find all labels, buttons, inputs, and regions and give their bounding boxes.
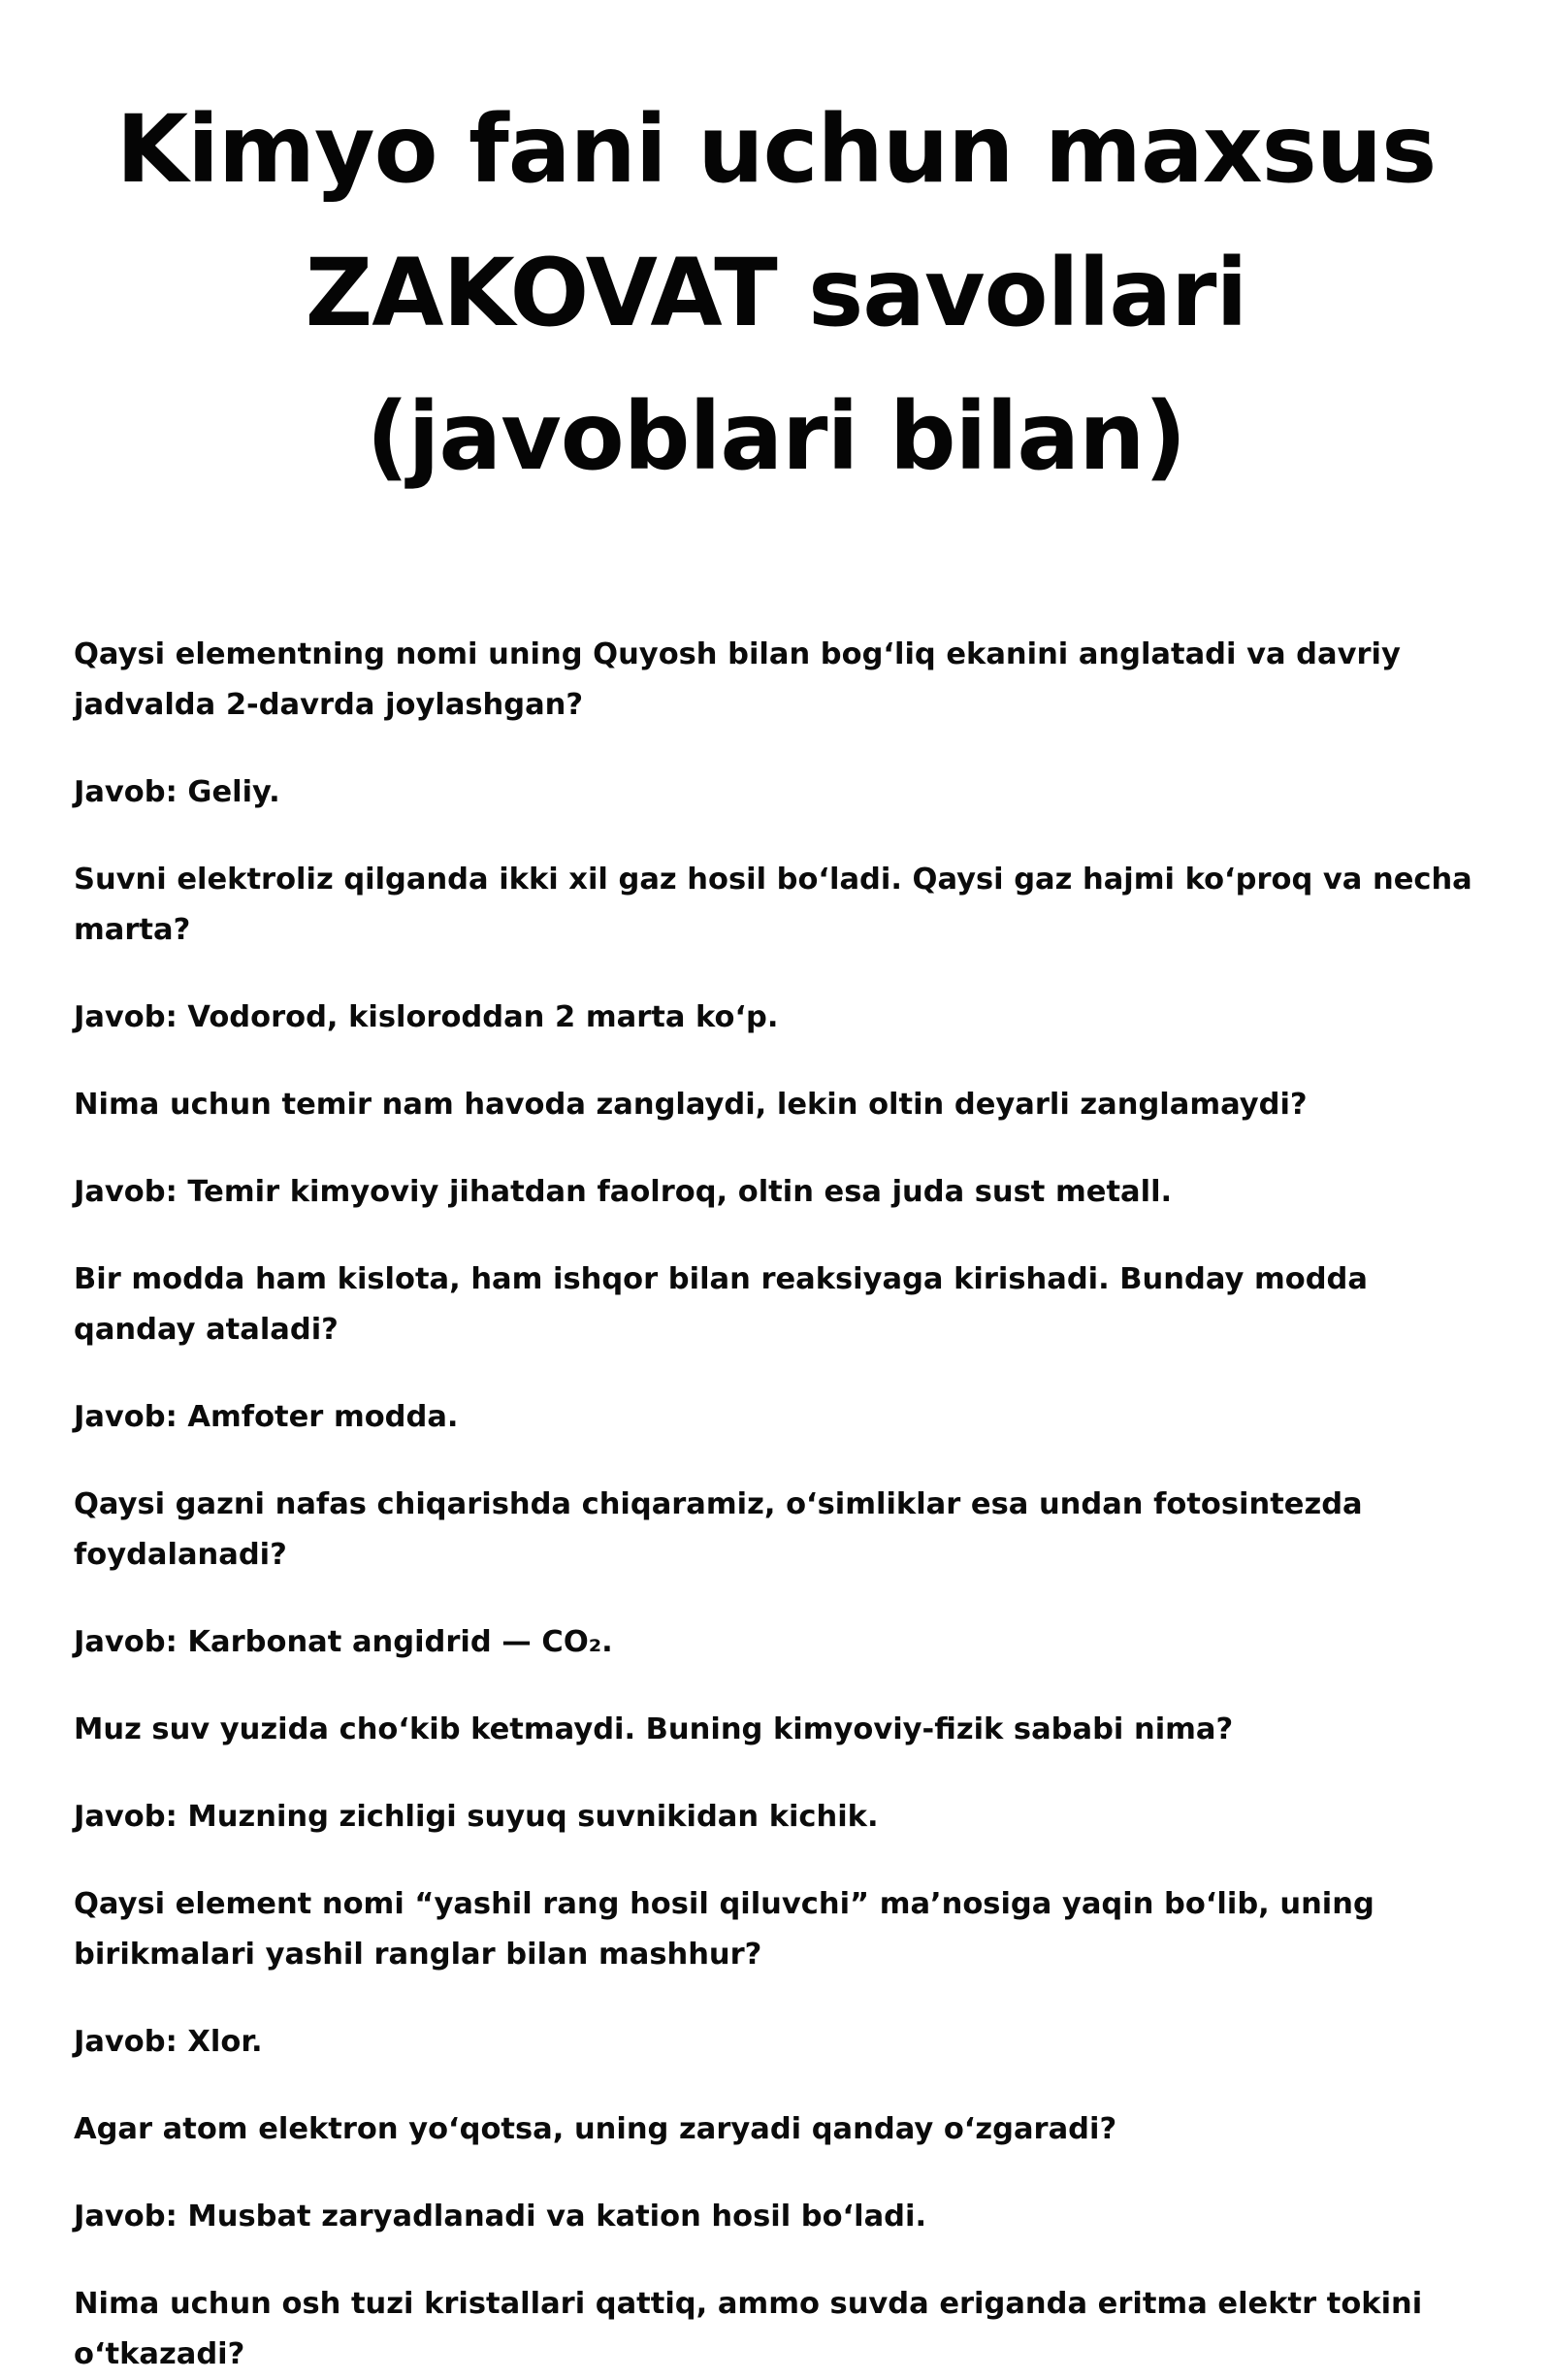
answer-7: Javob: Xlor.: [74, 2025, 263, 2059]
answer-6: Javob: Muzning zichligi suyuq suvnikidan kichik.: [74, 1800, 879, 1834]
question-1: Qaysi elementning nomi uning Quyosh bilan bogʻliq ekanini anglatadi va davriy jadvalda 2-davrda joylashgan?: [74, 637, 1401, 722]
answer-1: Javob: Geliy.: [74, 775, 280, 809]
question-6: Muz suv yuzida choʻkib ketmaydi. Buning kimyoviy-fizik sababi nima?: [74, 1712, 1234, 1746]
question-4: Bir modda ham kislota, ham ishqor bilan reaksiyaga kirishadi. Bunday modda qanday ataladi?: [74, 1262, 1368, 1347]
qa-list: [74, 630, 1478, 2380]
answer-2: Javob: Vodorod, kisloroddan 2 marta koʻp.: [74, 1000, 779, 1034]
document-title: Kimyo fani uchun maxsus ZAKOVAT savollari (javoblari bilan): [115, 95, 1437, 491]
answer-3: Javob: Temir kimyoviy jihatdan faolroq, oltin esa juda sust metall.: [74, 1175, 1173, 1209]
question-9: Nima uchun osh tuzi kristallari qattiq, ammo suvda eriganda eritma elektr tokini oʻtkazadi?: [74, 2287, 1423, 2371]
question-5: Qaysi gazni nafas chiqarishda chiqaramiz, oʻsimliklar esa undan fotosintezda foydalanadi?: [74, 1487, 1363, 1572]
answer-8: Javob: Musbat zaryadlanadi va kation hosil boʻladi.: [74, 2200, 927, 2233]
question-8: Agar atom elektron yoʻqotsa, uning zaryadi qanday oʻzgaradi?: [74, 2112, 1117, 2146]
question-2: Suvni elektroliz qilganda ikki xil gaz hosil boʻladi. Qaysi gaz hajmi koʻproq va necha marta?: [74, 863, 1472, 947]
answer-4: Javob: Amfoter modda.: [74, 1400, 459, 1434]
answer-5: Javob: Karbonat angidrid — CO₂.: [74, 1625, 613, 1659]
question-3: Nima uchun temir nam havoda zanglaydi, lekin oltin deyarli zanglamaydi?: [74, 1088, 1308, 1122]
question-7: Qaysi element nomi “yashil rang hosil qiluvchi” maʼnosiga yaqin boʻlib, uning birikmalari yashil ranglar bilan mashhur?: [74, 1887, 1374, 1972]
